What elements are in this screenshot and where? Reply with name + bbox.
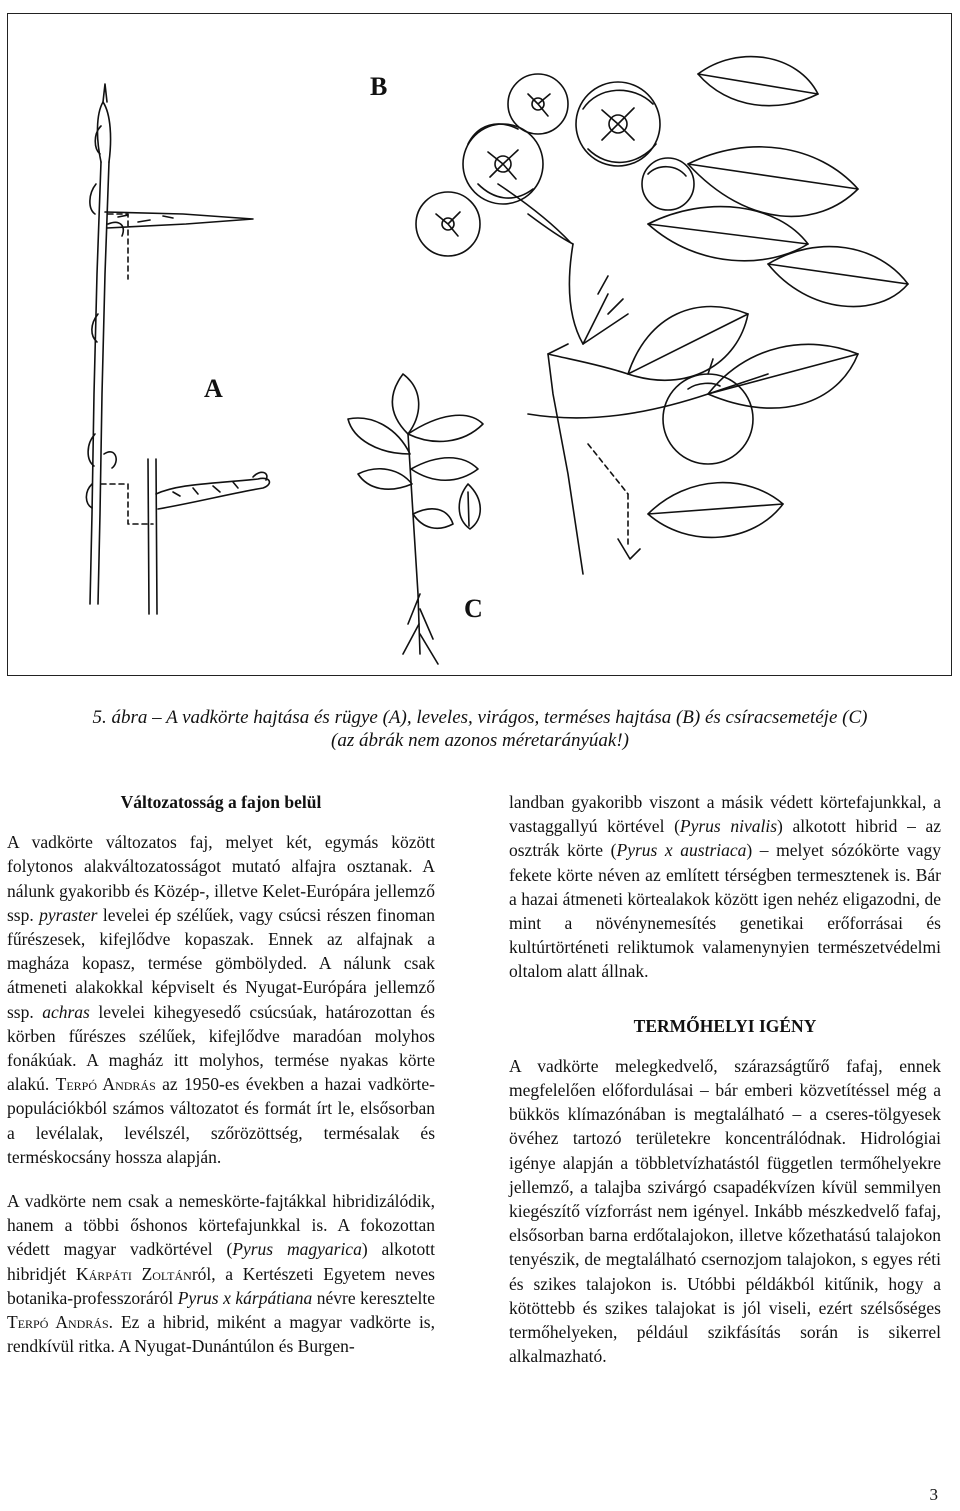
paragraph-subspecies: A vadkörte változatos faj, melyet két, egymás között folytonos alakváltozatosságot mutató alfajra osztanak. A nálunk gyakoribb és Közép-, illetve Kelet-Európára jellemző ssp. pyraster levelei ép szélűek, vagy csúcsi részen finoman fűrészesek, kifejlődve kopaszak. Ennek az alfajnak a magháza kopasz, termése gömbölyded. A nálunk csak átmeneti alakokkal képviselt és Nyugat-Európára jellemző ssp. achras levelei kihegyesedő csúcsúak, határozottan és körben fűrészes szélűek, kifejlődve maradóan molyhos fonákúak. A magház itt molyhos, termése nyakas körte alakú. Terpó András az 1950-es években a hazai vadkörte-populációkból számos változatot és formát írt le, elsősorban a levélalak, levélszél, szőrözöttség, termésalak és terméskocsány hossza alapján. (7, 832, 435, 1167)
left-column (7, 790, 435, 1358)
pear-fruit (618, 359, 753, 559)
paragraph-site-requirements: A vadkörte melegkedvelő, szárazságtűrő fafaj, ennek megfelelően előfordulásai – bár emberi közvetítéssel még a bükkös klímazónában is megtalálható – a cseres-tölgyesek övéhez tartozó területekre koncentrálódnak. Hidrológiai igénye alapján a többletvízhatástól független termőhelyekre jellemző, a talajba szivárgó csapadékvízen kívül semmilyen kiegészítő vízforrást nem igényel. Inkább mészkedvelő fafaj, elsősorban barna erdőtalajokon, illetve kőzethatású talajokon tenyészik, de megtalálható csernozjom talajokon, s egyes réti és szikes talajokon is. Utóbbi példákból kitűnik, hogy a kötöttebb és szikes talajokat is jól viseli, ezért szélsőséges termőhelyeken, például szikfásítás során is sikerrel alkalmazható. (509, 1055, 941, 1367)
panel-label-c: C (464, 594, 483, 623)
figure-caption (0, 706, 960, 752)
figure-frame (7, 13, 952, 676)
botanical-illustration (8, 14, 953, 677)
caption-line-2: (az ábrák nem azonos méretarányúak!) (331, 730, 629, 751)
bud-detail (148, 459, 269, 614)
paragraph-austrian-pear: landban gyakoribb viszont a másik védett körtefajunkkal, a vastaggallyú körtével (Pyrus nivalis) alkotott hibrid – az osztrák körte (Pyrus x austriaca) – melyet sózókörte vagy fekete körte néven az említett térségben termesztenek is. Bár a hazai átmeneti körtealakok között igen nehéz eligazodni, de mint a növénynemesítés genetikai erőforrásai és kultúrtörténeti reliktumok valamenynyien természetvédelmi oltalom alatt állnak. (509, 792, 941, 982)
panel-label-b: B (370, 72, 388, 101)
page-number: 3 (929, 1485, 938, 1504)
section-heading-site-requirements: TERMŐHELYI IGÉNY (633, 1015, 817, 1036)
leafy-fruiting-branch (528, 147, 908, 574)
caption-line-1: 5. ábra – A vadkörte hajtása és rügye (A), leveles, virágos, terméses hajtása (B) és csíracsemetéje (C) (92, 707, 868, 728)
shoot-with-thorn (86, 84, 253, 604)
paragraph-hybrids: A vadkörte nem csak a nemeskörte-fajtákkal hibridizálódik, hanem a többi őshonos körtefajunkkal is. A fokozottan védett magyar vadkörtével (Pyrus magyarica) alkotott hibridjét Kárpáti Zoltánról, a Kertészeti Egyetem neves botanika-professzoráról Pyrus x kárpátiana névre keresztelte Terpó András. Ez a hibrid, miként a magyar vadkörte is, rendkívül ritka. A Nyugat-Dunántúlon és Burgen- (7, 1191, 435, 1357)
right-column (509, 790, 941, 1368)
flowering-branch (416, 57, 818, 344)
panel-label-a: A (204, 374, 223, 403)
section-heading-variability: Változatosság a fajon belül (120, 792, 322, 812)
seedling (348, 374, 483, 664)
